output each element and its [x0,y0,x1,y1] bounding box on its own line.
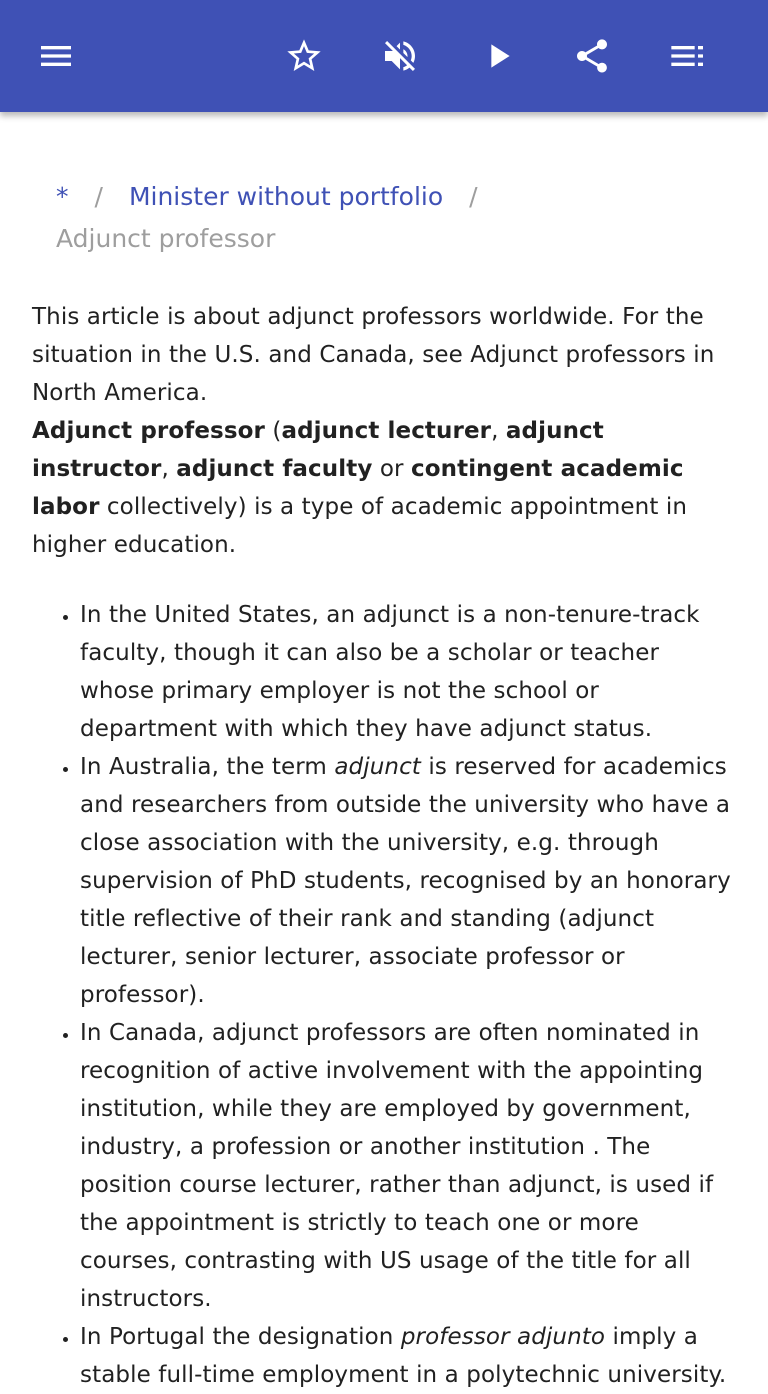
list-item-united-states: • In the United States, an adjunct is a non-tenure-track faculty, though it can also be a scholar or teacher whose primary employer is not the school or department with which they have adjunct status. [80,596,740,748]
text-fragment: , [491,418,506,444]
article-content [0,112,768,1388]
breadcrumb [56,176,736,260]
emphasis-professor-adjunto: professor adjunto [400,1324,606,1350]
term-adjunct-faculty: adjunct faculty [176,456,373,482]
breadcrumb-parent-link[interactable]: Minister without portfolio [128,182,444,211]
list-item-australia [80,748,740,1014]
list-item-canada: • In Canada, adjunct professors are often nominated in recognition of active involvement with the appointing institution, while they are employed by government, industry, a profession or another institution . The position course lecturer, rather than adjunct, is used if the appointment is strictly to teach one or more courses, contrasting with US usage of the title for all instructors. [80,1014,740,1318]
text-fragment: ( [264,418,282,444]
emphasis-adjunct: adjunct [334,754,421,780]
playlist-icon[interactable] [660,28,716,84]
country-list [32,596,740,1394]
volume-off-icon[interactable] [372,28,428,84]
text-fragment: is reserved for academics and researchers from outside the university who have a close association with the university, e.g. through supervision of PhD students, recognised by an honorary title reflective of their rank and standing (adjunct lecturer, senior lecturer, associate professor or professor). [80,754,731,1008]
text-fragment: , [161,456,177,482]
term-adjunct-instructor: adjunct instructor [32,418,604,482]
breadcrumb-separator: / [469,182,478,211]
hamburger-menu-icon[interactable] [28,28,84,84]
article-intro: This article is about adjunct professors worldwide. For the situation in the U.S. and Canada, see Adjunct professors in North America. [32,304,715,406]
list-item-portugal [80,1318,740,1394]
term-contingent-academic-labor: contingent academic labor [32,456,684,520]
article-body [32,298,740,1394]
text-fragment: imply a stable full-time employment in a polytechnic university. [80,1324,727,1388]
breadcrumb-root-link[interactable]: * [56,182,69,211]
text-fragment: In Portugal the designation [80,1324,401,1350]
play-icon[interactable] [470,28,526,84]
breadcrumb-current: Adjunct professor [56,224,276,253]
share-icon[interactable] [564,28,620,84]
term-adjunct-professor: Adjunct professor [32,418,265,444]
term-adjunct-lecturer: adjunct lecturer [281,418,492,444]
text-fragment: In Australia, the term [80,754,335,780]
text-fragment: or [372,456,411,482]
star-outline-icon[interactable] [276,28,332,84]
article-definition [32,412,740,564]
breadcrumb-separator: / [94,182,103,211]
text-fragment: collectively) is a type of academic appointment in higher education. [32,494,688,558]
app-toolbar [0,0,768,112]
